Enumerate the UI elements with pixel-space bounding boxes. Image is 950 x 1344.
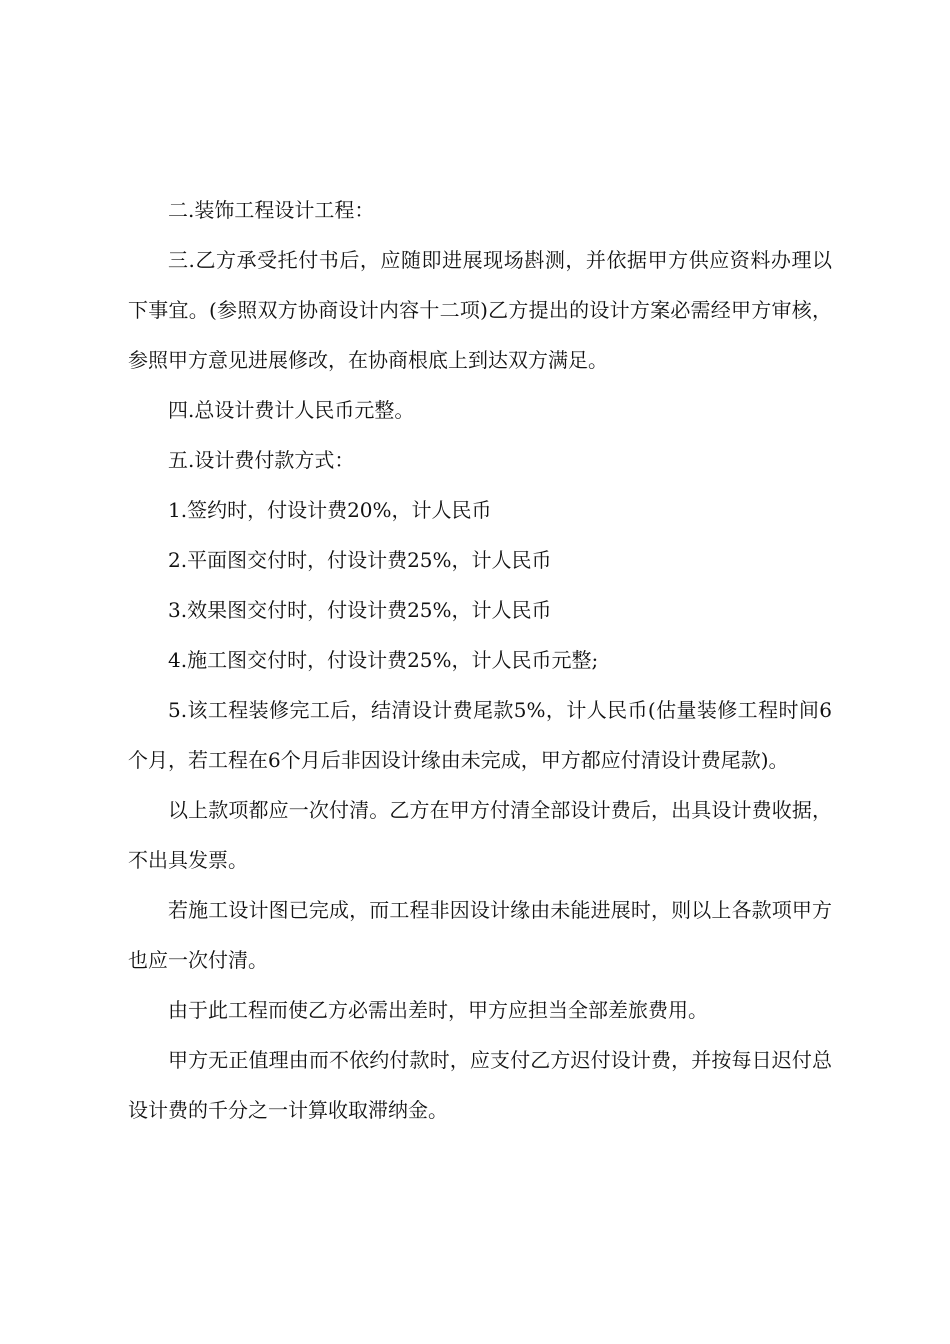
- payment-item-1: 1.签约时，付设计费20%，计人民币: [168, 498, 492, 522]
- paragraph-late-fee: 甲方无正值理由而不依约付款时，应支付乙方迟付设计费，并按每日迟付总设计费的千分之一计算收取滞纳金。: [128, 1048, 832, 1122]
- paragraph-travel-expenses: 由于此工程而使乙方必需出差时，甲方应担当全部差旅费用。: [168, 998, 708, 1022]
- paragraph-payment-once: 以上款项都应一次付清。乙方在甲方付清全部设计费后，出具设计费收据，不出具发票。: [128, 798, 832, 872]
- paragraph-section-3: 三.乙方承受托付书后，应随即进展现场斟测，并依据甲方供应资料办理以下事宜。(参照双方协商设计内容十二项)乙方提出的设计方案必需经甲方审核，参照甲方意见进展修改，在协商根底上到达双方满足。: [128, 248, 832, 372]
- document-body: [128, 185, 832, 1135]
- payment-item-2: 2.平面图交付时，付设计费25%，计人民币: [168, 548, 552, 572]
- payment-item-3: 3.效果图交付时，付设计费25%，计人民币: [168, 598, 552, 622]
- payment-item-5: 5.该工程装修完工后，结清设计费尾款5%，计人民币(估量装修工程时间6个月，若工程在6个月后非因设计缘由未完成，甲方都应付清设计费尾款)。: [128, 698, 832, 772]
- paragraph-section-4: 四.总设计费计人民币元整。: [168, 398, 415, 422]
- paragraph-design-complete: 若施工设计图已完成，而工程非因设计缘由未能进展时，则以上各款项甲方也应一次付清。: [128, 898, 832, 972]
- payment-item-4: 4.施工图交付时，付设计费25%，计人民币元整;: [168, 648, 599, 672]
- paragraph-section-2: 二.装饰工程设计工程：: [168, 198, 375, 222]
- paragraph-section-5: 五.设计费付款方式：: [168, 448, 355, 472]
